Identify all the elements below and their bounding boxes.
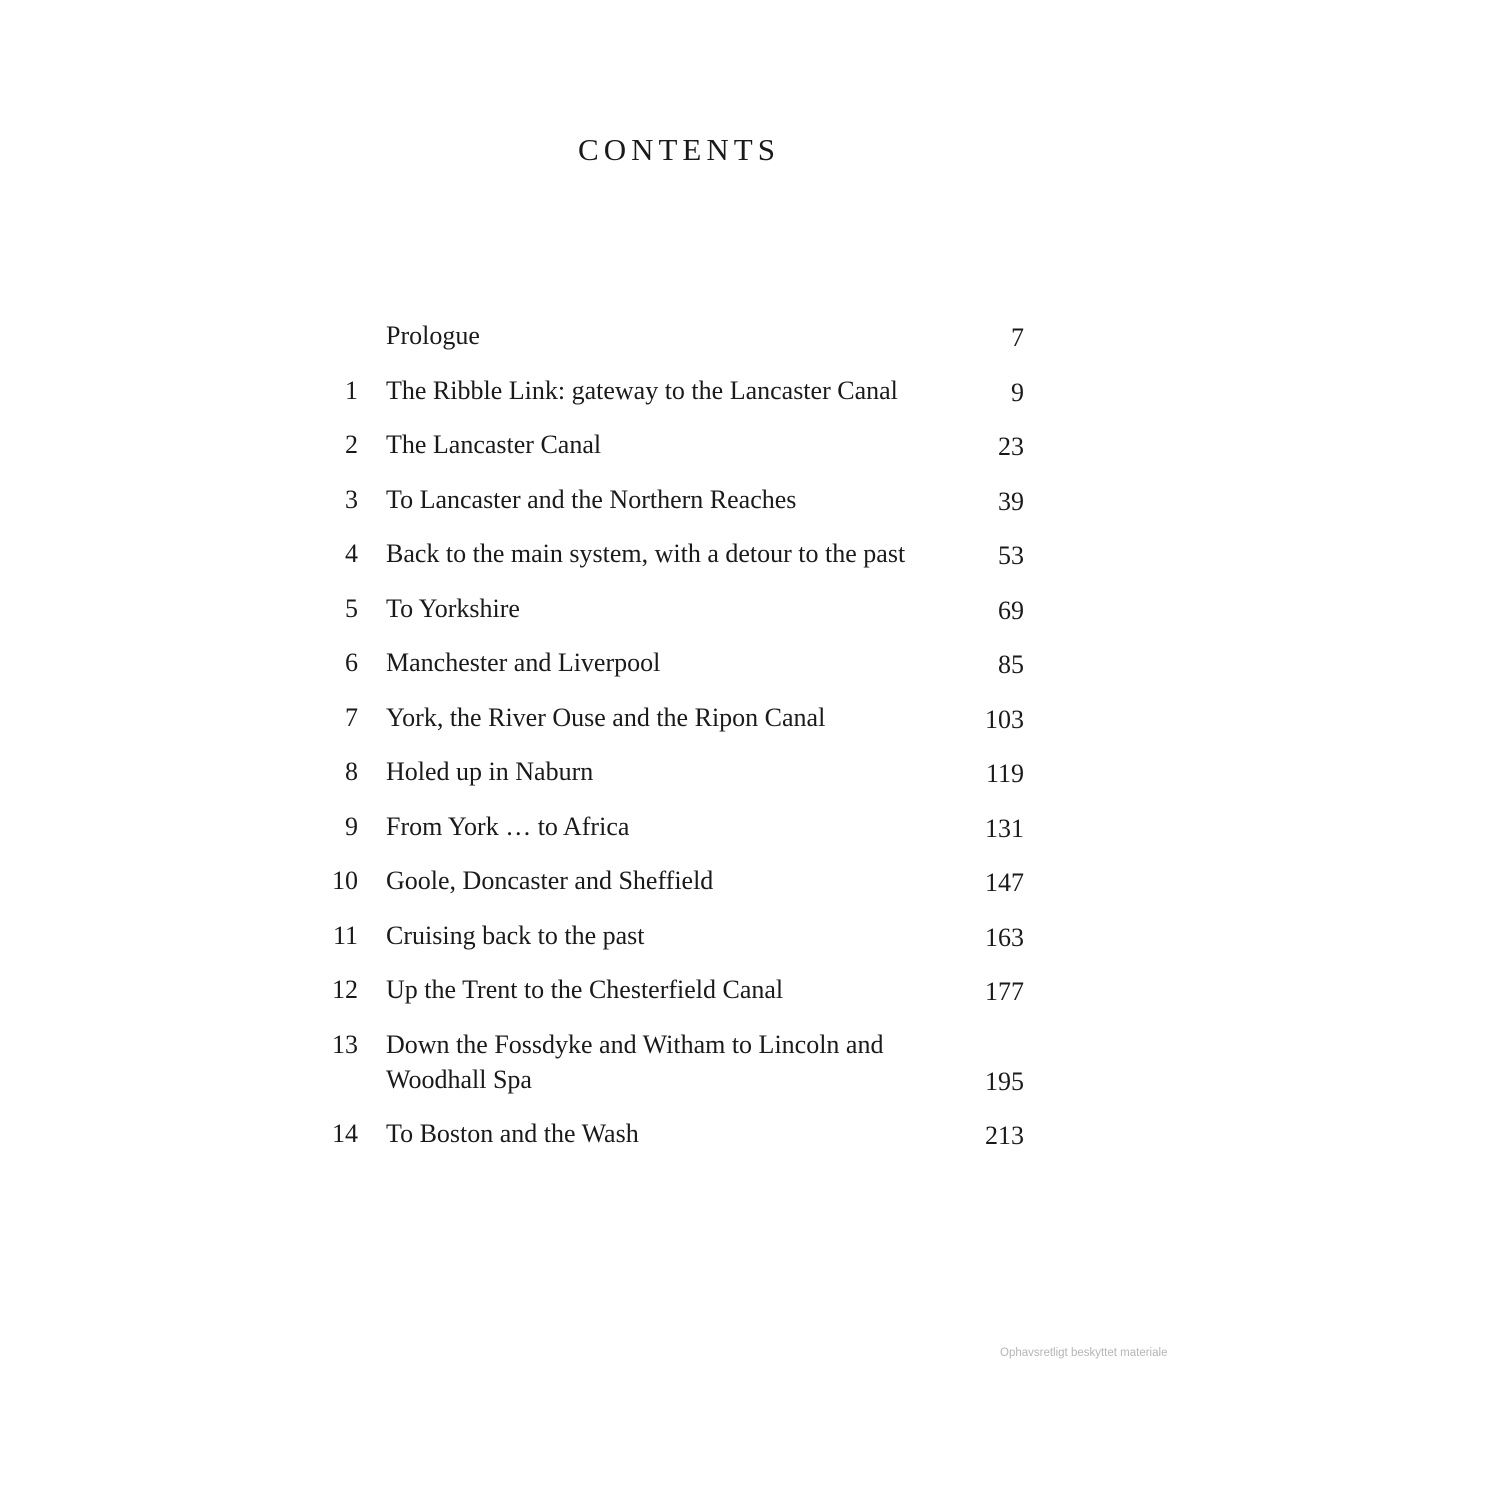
toc-entry-1[interactable] — [330, 373, 1024, 428]
page-number: 39 — [998, 486, 1024, 516]
chapter-title: To Yorkshire — [386, 593, 520, 623]
chapter-title: Down the Fossdyke and Witham to Lincoln and Woodhall Spa — [386, 1029, 884, 1094]
page-number: 147 — [985, 868, 1024, 897]
page-number: 7 — [1011, 323, 1024, 352]
toc-entry-9[interactable] — [330, 809, 1024, 864]
chapter-number: 7 — [345, 702, 358, 732]
page-number: 119 — [985, 759, 1024, 788]
toc-entry-8[interactable] — [330, 754, 1024, 809]
toc-entry-13[interactable] — [330, 1027, 1024, 1116]
chapter-number: 11 — [332, 920, 358, 950]
toc-entry-7[interactable] — [330, 700, 1024, 755]
page-number: 195 — [985, 1066, 1024, 1096]
page-title: CONTENTS — [578, 132, 780, 167]
page-number: 23 — [998, 432, 1024, 461]
chapter-number: 3 — [345, 484, 358, 514]
toc-entry-10[interactable] — [330, 863, 1024, 918]
page-number: 85 — [998, 650, 1024, 679]
page-number: 9 — [1011, 377, 1024, 407]
toc-entry-5[interactable] — [330, 591, 1024, 646]
page-number: 69 — [998, 595, 1024, 625]
chapter-title: The Lancaster Canal — [386, 430, 602, 459]
chapter-number: 8 — [345, 757, 358, 786]
chapter-number: 14 — [332, 1118, 358, 1148]
page-number: 131 — [985, 813, 1024, 843]
toc-entry-14[interactable] — [330, 1116, 1024, 1171]
chapter-title: Manchester and Liverpool — [386, 648, 661, 677]
chapter-number: 1 — [345, 375, 358, 405]
chapter-number: 5 — [345, 593, 358, 623]
page-number: 103 — [985, 704, 1024, 734]
chapter-number: 9 — [345, 811, 358, 841]
chapter-number: 12 — [332, 975, 358, 1004]
toc-entry-prologue[interactable] — [330, 318, 1024, 373]
toc-entry-4[interactable] — [330, 536, 1024, 591]
toc-entry-6[interactable] — [330, 645, 1024, 700]
chapter-title: From York … to Africa — [386, 811, 630, 841]
chapter-number: 13 — [332, 1029, 358, 1059]
chapter-title: Back to the main system, with a detour to the past — [386, 539, 906, 568]
chapter-title: Goole, Doncaster and Sheffield — [386, 866, 714, 895]
chapter-number: 10 — [332, 866, 358, 895]
toc-entry-3[interactable] — [330, 482, 1024, 537]
chapter-title: Cruising back to the past — [386, 920, 645, 950]
page-number: 177 — [985, 977, 1024, 1006]
chapter-title: The Ribble Link: gateway to the Lancaster Canal — [386, 375, 898, 405]
chapter-number: 6 — [345, 648, 358, 677]
chapter-title: York, the River Ouse and the Ripon Canal — [386, 702, 826, 732]
chapter-title: To Boston and the Wash — [386, 1118, 639, 1148]
chapter-number: 2 — [345, 430, 358, 459]
chapter-number: 4 — [345, 539, 358, 568]
copyright-watermark: Ophavsretligt beskyttet materiale — [1000, 1347, 1168, 1359]
toc-entry-12[interactable] — [330, 972, 1024, 1027]
table-of-contents — [330, 318, 1024, 1170]
chapter-title: Prologue — [386, 321, 480, 350]
toc-entry-11[interactable] — [330, 918, 1024, 973]
chapter-title: To Lancaster and the Northern Reaches — [386, 484, 797, 514]
toc-entry-2[interactable] — [330, 427, 1024, 482]
page-number: 163 — [985, 922, 1024, 952]
chapter-title: Up the Trent to the Chesterfield Canal — [386, 975, 784, 1004]
page-number: 53 — [998, 541, 1024, 570]
page-number: 213 — [985, 1120, 1024, 1150]
chapter-title: Holed up in Naburn — [386, 757, 594, 786]
